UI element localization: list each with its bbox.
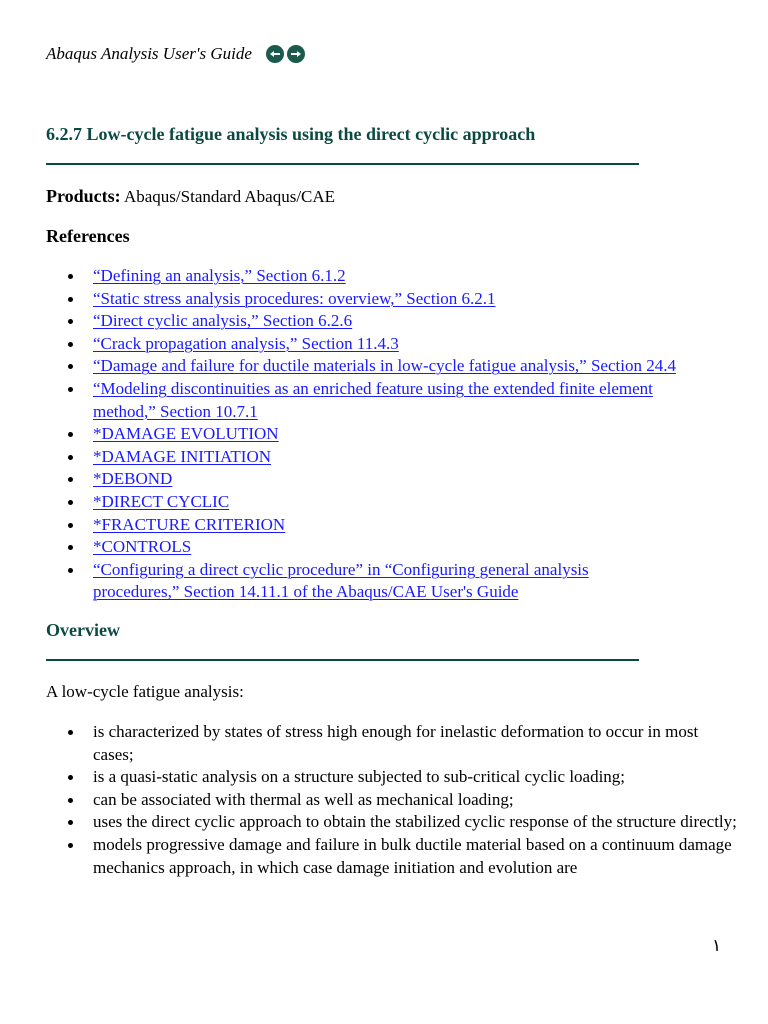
list-item <box>46 423 726 446</box>
list-item <box>46 378 693 423</box>
reference-link[interactable]: “Configuring a direct cyclic procedure” in “Configuring general analysis procedures,” Section 14.11.1 of the Abaqus/CAE User's Guide <box>93 559 589 602</box>
overview-intro: A low-cycle fatigue analysis: <box>46 682 244 701</box>
list-item <box>46 355 726 378</box>
reference-link[interactable]: *DAMAGE EVOLUTION <box>93 424 279 444</box>
products-line <box>46 186 335 207</box>
list-item <box>46 446 726 469</box>
references-list <box>46 265 726 604</box>
reference-link[interactable]: “Modeling discontinuities as an enriched feature using the extended finite element method,” Section 10.7.1 <box>93 378 653 421</box>
list-item <box>46 288 726 311</box>
list-item <box>46 721 703 766</box>
overview-heading: Overview <box>46 620 120 640</box>
list-item <box>46 491 726 514</box>
list-item <box>46 811 768 834</box>
reference-link[interactable]: *FRACTURE CRITERION <box>93 514 286 534</box>
references-heading: References <box>46 226 130 246</box>
reference-link[interactable]: *DIRECT CYCLIC <box>93 491 230 511</box>
list-item <box>46 766 726 789</box>
title-divider <box>46 163 639 165</box>
guide-title[interactable]: Abaqus Analysis User's Guide <box>46 44 252 63</box>
list-item <box>46 789 726 812</box>
overview-item-text: is characterized by states of stress high enough for inelastic deformation to occur in most cases; <box>93 722 699 764</box>
products-value: Abaqus/Standard Abaqus/CAE <box>123 187 336 206</box>
list-item <box>46 310 726 333</box>
page-number: ١ <box>712 936 722 955</box>
section-title: 6.2.7 Low-cycle fatigue analysis using the direct cyclic approach <box>46 124 536 144</box>
list-item <box>46 536 726 559</box>
list-item <box>46 265 726 288</box>
overview-divider <box>46 659 639 661</box>
nav-icons <box>266 45 305 63</box>
guide-header <box>46 44 305 64</box>
overview-item-text: uses the direct cyclic approach to obtain the stabilized cyclic response of the structure directly; <box>93 812 737 832</box>
reference-link[interactable]: “Direct cyclic analysis,” Section 6.2.6 <box>93 311 353 331</box>
overview-item-text: can be associated with thermal as well as mechanical loading; <box>93 789 514 809</box>
reference-link[interactable]: “Damage and failure for ductile materials in low-cycle fatigue analysis,” Section 24.4 <box>93 356 676 376</box>
reference-link[interactable]: “Crack propagation analysis,” Section 11.4.3 <box>93 333 399 353</box>
overview-item-text: is a quasi-static analysis on a structure subjected to sub-critical cyclic loading; <box>93 767 626 787</box>
list-item <box>46 834 768 879</box>
reference-link[interactable]: “Static stress analysis procedures: overview,” Section 6.2.1 <box>93 288 496 308</box>
list-item <box>46 514 726 537</box>
list-item <box>46 333 726 356</box>
list-item <box>46 468 726 491</box>
reference-link[interactable]: “Defining an analysis,” Section 6.1.2 <box>93 266 346 285</box>
reference-link[interactable]: *CONTROLS <box>93 537 192 557</box>
arrow-left-icon[interactable] <box>266 45 284 63</box>
reference-link[interactable]: *DEBOND <box>93 469 173 489</box>
reference-link[interactable]: *DAMAGE INITIATION <box>93 446 271 466</box>
products-label: Products: <box>46 186 121 206</box>
overview-item-text: models progressive damage and failure in bulk ductile material based on a continuum damage mechanics approach, in which case damage initiation and evolution are <box>93 834 732 877</box>
list-item <box>46 559 633 604</box>
overview-list <box>46 721 737 879</box>
arrow-right-icon[interactable] <box>287 45 305 63</box>
